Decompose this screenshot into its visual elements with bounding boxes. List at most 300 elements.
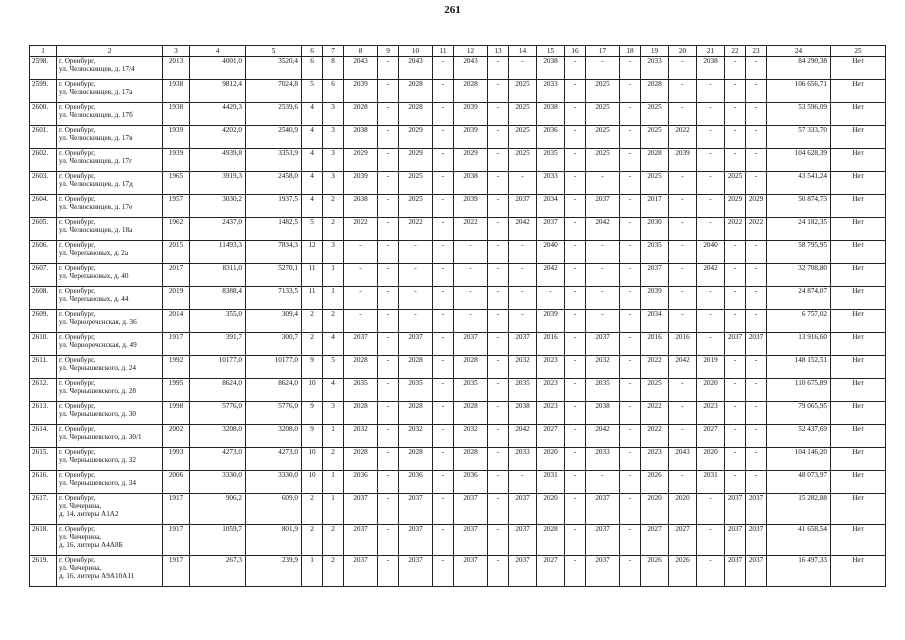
table-cell: 2038	[537, 57, 565, 80]
table-cell: 5776,0	[190, 402, 246, 425]
table-cell: 609,0	[246, 494, 302, 525]
table-cell: -	[488, 402, 509, 425]
table-cell: -	[433, 103, 454, 126]
table-cell: Нет	[831, 556, 886, 587]
column-number-header: 13	[488, 46, 509, 57]
table-cell: 2028	[344, 402, 378, 425]
table-cell: -	[697, 310, 725, 333]
table-cell: -	[746, 103, 767, 126]
table-cell: Нет	[831, 149, 886, 172]
table-cell: 4939,8	[190, 149, 246, 172]
table-cell: 24 182,35	[767, 218, 831, 241]
table-cell: 2025	[509, 149, 537, 172]
table-cell: 2043	[669, 448, 697, 471]
table-cell: 2022	[641, 425, 669, 448]
table-cell: 2029	[399, 126, 433, 149]
table-cell: 9	[302, 425, 323, 448]
column-number-header: 9	[378, 46, 399, 57]
table-cell: 2042	[537, 264, 565, 287]
address-cell: г. Оренбург, ул. Черноречснская, д. 49	[57, 333, 163, 356]
address-cell: г. Оренбург, ул. Чернышевского, д. 34	[57, 471, 163, 494]
table-cell: -	[565, 310, 586, 333]
table-cell: 1482,5	[246, 218, 302, 241]
table-cell: -	[378, 149, 399, 172]
table-cell: 2037	[746, 525, 767, 556]
address-cell: г. Оренбург, ул. Чичерина, д. 14, литеры А1А2	[57, 494, 163, 525]
table-cell: -	[586, 241, 620, 264]
table-cell: -	[669, 471, 697, 494]
table-cell: -	[537, 287, 565, 310]
table-cell: 2042	[509, 425, 537, 448]
table-cell: -	[746, 356, 767, 379]
table-cell: 2025	[399, 172, 433, 195]
table-cell: -	[697, 172, 725, 195]
table-cell: -	[454, 310, 488, 333]
table-cell: -	[433, 556, 454, 587]
table-cell: -	[620, 494, 641, 525]
table-cell: Нет	[831, 425, 886, 448]
table-cell: 2037	[746, 556, 767, 587]
table-cell: 10177,0	[246, 356, 302, 379]
table-cell: 50 874,73	[767, 195, 831, 218]
table-cell: -	[488, 149, 509, 172]
table-cell: 2028	[344, 448, 378, 471]
address-cell: г. Оренбург, ул. Чернышевского, д. 28	[57, 379, 163, 402]
table-cell: 2037	[537, 218, 565, 241]
column-number-header: 7	[323, 46, 344, 57]
table-cell: 2023	[537, 379, 565, 402]
table-cell: -	[620, 525, 641, 556]
table-cell: -	[565, 448, 586, 471]
table-cell: 2042	[586, 425, 620, 448]
table-cell: -	[433, 310, 454, 333]
table-cell: 1	[323, 264, 344, 287]
table-cell: -	[620, 333, 641, 356]
table-cell: -	[488, 172, 509, 195]
table-cell: -	[620, 241, 641, 264]
table-cell: 3030,2	[190, 195, 246, 218]
table-cell: -	[399, 264, 433, 287]
table-cell: 2034	[641, 310, 669, 333]
table-cell: 309,4	[246, 310, 302, 333]
table-cell: 2037	[399, 333, 433, 356]
table-row	[30, 356, 886, 379]
column-number-header: 18	[620, 46, 641, 57]
table-cell: -	[488, 310, 509, 333]
table-cell: 2025	[509, 126, 537, 149]
table-cell: -	[725, 402, 746, 425]
table-cell: -	[586, 57, 620, 80]
table-cell: -	[620, 471, 641, 494]
table-cell: 8624,0	[190, 379, 246, 402]
table-cell: Нет	[831, 126, 886, 149]
table-row	[30, 333, 886, 356]
table-cell: 10177,0	[190, 356, 246, 379]
table-cell: 24 874,07	[767, 287, 831, 310]
table-cell: -	[746, 264, 767, 287]
table-cell: 7024,8	[246, 80, 302, 103]
table-cell: Нет	[831, 103, 886, 126]
table-cell: -	[433, 525, 454, 556]
table-row	[30, 525, 886, 556]
table-cell: 2022	[344, 218, 378, 241]
table-cell: 2043	[344, 57, 378, 80]
table-cell: Нет	[831, 241, 886, 264]
table-cell: -	[433, 195, 454, 218]
table-cell: -	[669, 103, 697, 126]
table-cell: -	[669, 80, 697, 103]
table-cell: -	[620, 149, 641, 172]
table-cell: 15 282,88	[767, 494, 831, 525]
table-cell: -	[378, 218, 399, 241]
table-cell: 2	[302, 333, 323, 356]
table-cell: -	[565, 402, 586, 425]
table-cell: -	[565, 264, 586, 287]
table-cell: 2037	[509, 556, 537, 587]
table-cell: 2026	[669, 556, 697, 587]
table-cell: 2022	[454, 218, 488, 241]
table-cell: -	[433, 356, 454, 379]
table-cell: 6 757,02	[767, 310, 831, 333]
table-cell: -	[697, 80, 725, 103]
table-cell: -	[344, 310, 378, 333]
table-cell: 6	[323, 80, 344, 103]
table-cell: -	[565, 379, 586, 402]
table-cell: -	[433, 402, 454, 425]
table-cell: 2028	[399, 356, 433, 379]
table-cell: 2028	[454, 356, 488, 379]
row-number-cell: 2618.	[30, 525, 57, 556]
table-cell: -	[488, 556, 509, 587]
table-cell: 2	[302, 310, 323, 333]
address-cell: г. Оренбург, ул. Чернышевского, д. 32	[57, 448, 163, 471]
table-cell: -	[433, 494, 454, 525]
table-cell: 8624,0	[246, 379, 302, 402]
table-cell: 4273,0	[190, 448, 246, 471]
table-cell: 2037	[725, 525, 746, 556]
table-cell: -	[565, 494, 586, 525]
table-cell: Нет	[831, 494, 886, 525]
table-cell: -	[669, 287, 697, 310]
table-cell: -	[378, 310, 399, 333]
row-number-cell: 2611.	[30, 356, 57, 379]
table-cell: 2035	[537, 149, 565, 172]
table-row	[30, 494, 886, 525]
table-cell: 2020	[697, 379, 725, 402]
table-cell: 2037	[586, 525, 620, 556]
table-cell: -	[509, 241, 537, 264]
table-cell: 2033	[537, 172, 565, 195]
table-cell: 57 333,70	[767, 126, 831, 149]
table-row	[30, 172, 886, 195]
table-cell: 2013	[163, 57, 190, 80]
table-cell: 104 146,20	[767, 448, 831, 471]
table-cell: 2037	[725, 333, 746, 356]
row-number-cell: 2619.	[30, 556, 57, 587]
table-cell: 2037	[509, 525, 537, 556]
table-cell: -	[344, 241, 378, 264]
table-cell: 2028	[641, 80, 669, 103]
table-cell: Нет	[831, 80, 886, 103]
table-cell: -	[620, 402, 641, 425]
table-cell: 1939	[163, 149, 190, 172]
table-cell: -	[509, 287, 537, 310]
table-cell: -	[433, 287, 454, 310]
table-cell: -	[620, 448, 641, 471]
table-row	[30, 425, 886, 448]
table-cell: -	[454, 287, 488, 310]
table-cell: 1	[323, 494, 344, 525]
table-cell: -	[378, 103, 399, 126]
column-number-header: 12	[454, 46, 488, 57]
column-number-header: 16	[565, 46, 586, 57]
table-cell: 2039	[641, 287, 669, 310]
row-number-cell: 2605.	[30, 218, 57, 241]
table-cell: 2028	[344, 103, 378, 126]
table-cell: 2037	[509, 333, 537, 356]
table-cell: 4001,0	[190, 57, 246, 80]
column-number-header: 15	[537, 46, 565, 57]
table-cell: 4	[323, 379, 344, 402]
row-number-cell: 2609.	[30, 310, 57, 333]
table-cell: 8	[323, 57, 344, 80]
table-cell: 2023	[537, 402, 565, 425]
column-number-header: 10	[399, 46, 433, 57]
table-cell: 2020	[641, 494, 669, 525]
table-cell: -	[725, 287, 746, 310]
table-cell: 2038	[344, 195, 378, 218]
table-row	[30, 448, 886, 471]
table-cell: 3208,0	[190, 425, 246, 448]
table-cell: -	[620, 379, 641, 402]
table-cell: -	[746, 172, 767, 195]
table-cell: 2033	[509, 448, 537, 471]
table-cell: -	[565, 333, 586, 356]
table-cell: 48 073,97	[767, 471, 831, 494]
row-number-cell: 2610.	[30, 333, 57, 356]
table-cell: -	[488, 379, 509, 402]
table-cell: 2	[323, 448, 344, 471]
table-row	[30, 310, 886, 333]
table-cell: 2028	[399, 103, 433, 126]
table-cell: 2025	[641, 126, 669, 149]
table-cell: 2	[323, 310, 344, 333]
table-cell: 1957	[163, 195, 190, 218]
table-cell: 7133,5	[246, 287, 302, 310]
table-cell: 2020	[697, 448, 725, 471]
table-cell: -	[725, 126, 746, 149]
table-cell: 3330,0	[246, 471, 302, 494]
table-cell: -	[620, 556, 641, 587]
table-cell: 2025	[509, 103, 537, 126]
table-cell: 84 290,38	[767, 57, 831, 80]
table-cell: 2028	[537, 525, 565, 556]
address-cell: г. Оренбург, ул. Челюскинцев, д. 17б	[57, 103, 163, 126]
row-number-cell: 2600.	[30, 103, 57, 126]
table-cell: -	[669, 57, 697, 80]
table-cell: Нет	[831, 172, 886, 195]
table-cell: 2023	[641, 448, 669, 471]
table-cell: -	[586, 310, 620, 333]
table-cell: -	[454, 241, 488, 264]
table-cell: 4	[302, 126, 323, 149]
table-cell: 3919,3	[190, 172, 246, 195]
table-cell: -	[620, 310, 641, 333]
table-cell: -	[725, 103, 746, 126]
table-cell: -	[433, 172, 454, 195]
address-cell: г. Оренбург, ул. Черепановых, д. 44	[57, 287, 163, 310]
table-cell: -	[725, 379, 746, 402]
table-cell: 1	[323, 425, 344, 448]
table-cell: -	[746, 149, 767, 172]
table-cell: -	[565, 149, 586, 172]
table-cell: 2028	[399, 402, 433, 425]
table-cell: 2539,6	[246, 103, 302, 126]
table-cell: -	[488, 425, 509, 448]
table-cell: -	[697, 556, 725, 587]
table-cell: -	[509, 172, 537, 195]
table-cell: -	[399, 310, 433, 333]
table-cell: 2036	[454, 471, 488, 494]
table-cell: 300,7	[246, 333, 302, 356]
table-cell: 1917	[163, 494, 190, 525]
table-cell: -	[565, 356, 586, 379]
table-cell: 1917	[163, 525, 190, 556]
column-number-header: 6	[302, 46, 323, 57]
address-cell: г. Оренбург, ул. Черепановых, д. 2а	[57, 241, 163, 264]
table-cell: -	[746, 310, 767, 333]
table-cell: -	[565, 471, 586, 494]
column-number-header: 20	[669, 46, 697, 57]
table-cell: 52 437,69	[767, 425, 831, 448]
table-cell: 2037	[454, 494, 488, 525]
table-cell: 58 795,95	[767, 241, 831, 264]
table-cell: 355,0	[190, 310, 246, 333]
table-cell: 2037	[399, 556, 433, 587]
table-cell: 2032	[509, 356, 537, 379]
table-cell: -	[620, 103, 641, 126]
table-cell: 2019	[163, 287, 190, 310]
table-cell: -	[399, 287, 433, 310]
table-cell: -	[378, 80, 399, 103]
table-cell: 1	[302, 556, 323, 587]
table-cell: 2030	[641, 218, 669, 241]
table-cell: 5	[302, 218, 323, 241]
table-cell: 2036	[537, 126, 565, 149]
table-cell: 1937,5	[246, 195, 302, 218]
table-cell: 2037	[399, 494, 433, 525]
table-cell: -	[620, 126, 641, 149]
address-cell: г. Оренбург, ул. Чернышевского, д. 30	[57, 402, 163, 425]
row-number-cell: 2617.	[30, 494, 57, 525]
table-cell: -	[488, 356, 509, 379]
table-cell: 2022	[669, 126, 697, 149]
table-cell: 2025	[586, 149, 620, 172]
table-cell: 53 596,09	[767, 103, 831, 126]
table-cell: Нет	[831, 218, 886, 241]
table-cell: 1995	[163, 379, 190, 402]
table-cell: 2037	[344, 556, 378, 587]
table-cell: -	[697, 218, 725, 241]
table-cell: 9	[302, 356, 323, 379]
table-cell: 3353,9	[246, 149, 302, 172]
table-cell: -	[378, 494, 399, 525]
table-cell: -	[509, 57, 537, 80]
table-cell: -	[620, 57, 641, 80]
table-cell: -	[725, 310, 746, 333]
table-cell: 2025	[399, 195, 433, 218]
table-cell: 12	[302, 241, 323, 264]
table-cell: -	[620, 195, 641, 218]
table-row	[30, 264, 886, 287]
table-cell: 2033	[641, 57, 669, 80]
row-number-cell: 2613.	[30, 402, 57, 425]
table-cell: -	[697, 126, 725, 149]
table-cell: -	[746, 425, 767, 448]
table-cell: -	[488, 264, 509, 287]
table-cell: 2029	[454, 149, 488, 172]
table-cell: 2038	[509, 402, 537, 425]
table-cell: 2028	[641, 149, 669, 172]
table-cell: 2032	[586, 356, 620, 379]
table-cell: 2039	[537, 310, 565, 333]
table-cell: 2019	[697, 356, 725, 379]
table-cell: -	[488, 287, 509, 310]
table-cell: 2029	[399, 149, 433, 172]
table-cell: -	[746, 287, 767, 310]
table-cell: 2039	[454, 126, 488, 149]
table-cell: 4	[302, 172, 323, 195]
table-cell: 5776,0	[246, 402, 302, 425]
table-cell: -	[725, 471, 746, 494]
table-cell: -	[620, 264, 641, 287]
table-cell: -	[725, 425, 746, 448]
table-cell: 2037	[586, 494, 620, 525]
table-cell: -	[488, 103, 509, 126]
table-cell: 2036	[344, 471, 378, 494]
table-cell: -	[488, 241, 509, 264]
table-cell: 4	[302, 195, 323, 218]
table-cell: 2027	[537, 425, 565, 448]
table-cell: -	[378, 471, 399, 494]
table-cell: 2043	[454, 57, 488, 80]
table-cell: 2027	[537, 556, 565, 587]
address-cell: г. Оренбург, ул. Челюскинцев, д. 18а	[57, 218, 163, 241]
table-cell: 2029	[344, 149, 378, 172]
table-cell: 1938	[163, 80, 190, 103]
table-cell: 2039	[454, 195, 488, 218]
table-cell: -	[725, 241, 746, 264]
address-cell: г. Оренбург, ул. Челюскинцев, д. 17/4	[57, 57, 163, 80]
column-number-header: 19	[641, 46, 669, 57]
table-cell: -	[378, 287, 399, 310]
table-cell: -	[620, 80, 641, 103]
table-cell: 2039	[454, 103, 488, 126]
table-cell: 2040	[697, 241, 725, 264]
table-cell: 5270,1	[246, 264, 302, 287]
table-cell: -	[620, 287, 641, 310]
table-cell: 2037	[725, 556, 746, 587]
table-cell: -	[378, 379, 399, 402]
table-cell: 2042	[697, 264, 725, 287]
table-cell: 2028	[399, 80, 433, 103]
table-cell: -	[669, 241, 697, 264]
table-cell: -	[725, 80, 746, 103]
table-cell: -	[433, 57, 454, 80]
table-cell: 2038	[537, 103, 565, 126]
table-cell: 2022	[399, 218, 433, 241]
table-cell: -	[378, 57, 399, 80]
